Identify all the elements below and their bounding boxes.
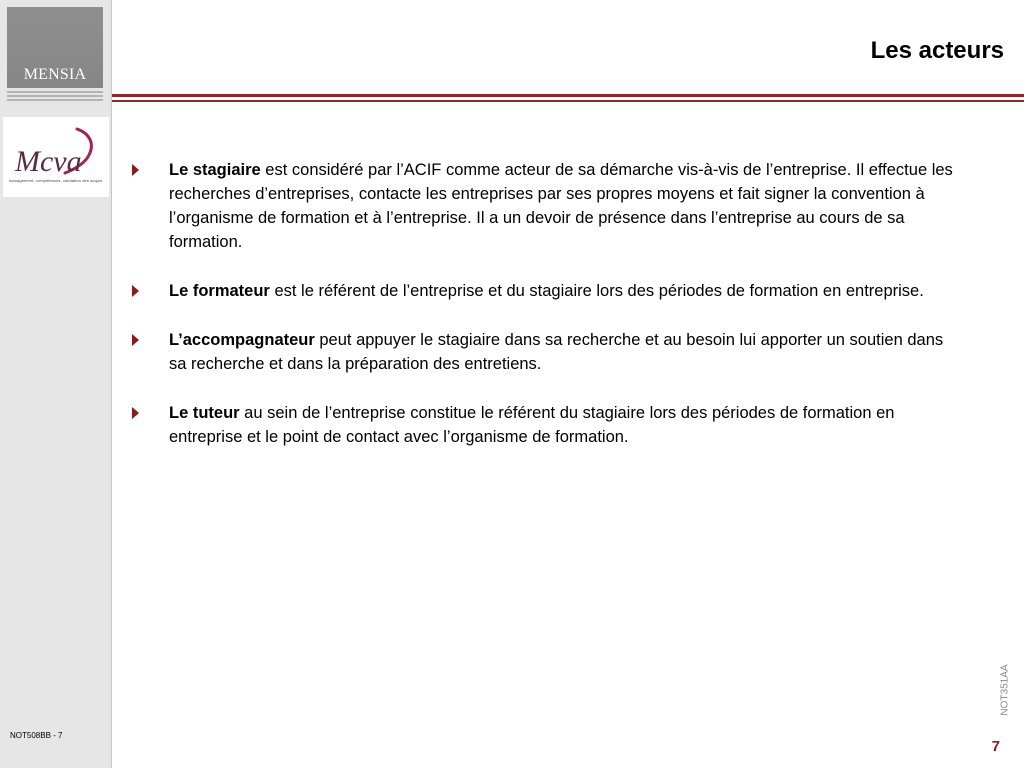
stripe xyxy=(7,91,103,93)
triangle-bullet-icon xyxy=(132,334,139,346)
stripe xyxy=(7,99,103,101)
bullet-text: est considéré par l’ACIF comme acteur de sa démarche vis-à-vis de l’entreprise. Il effectue les recherches d’entreprises, contacte les entreprises par ses propres moyens et fait signer la convention à l’organisme de formation et à l’entreprise. Il a un devoir de présence dans l’entreprise au cours de sa formation. xyxy=(169,161,953,251)
mcva-logo xyxy=(3,117,109,197)
sidebar xyxy=(0,0,111,768)
bullet-term: Le stagiaire xyxy=(169,161,261,179)
bullet-list xyxy=(130,158,960,474)
vertical-reference-code xyxy=(995,660,1015,720)
bullet-text: est le référent de l’entreprise et du stagiaire lors des périodes de formation en entreprise. xyxy=(269,282,924,300)
list-item xyxy=(130,279,960,303)
underline-thin xyxy=(112,100,1024,102)
list-item xyxy=(130,401,960,449)
brand-logo xyxy=(7,7,103,88)
triangle-bullet-icon xyxy=(132,407,139,419)
mcva-logo-mark-icon xyxy=(3,117,109,197)
bullet-term: Le tuteur xyxy=(169,404,240,422)
triangle-bullet-icon xyxy=(132,164,139,176)
underline-thick xyxy=(112,94,1024,97)
sidebar-stripes xyxy=(7,91,103,103)
bullet-term: L’accompagnateur xyxy=(169,331,315,349)
title-underline xyxy=(112,94,1024,104)
list-item xyxy=(130,158,960,254)
triangle-bullet-icon xyxy=(132,285,139,297)
document-code: NOT508BB - 7 xyxy=(10,731,63,740)
bullet-text: au sein de l’entreprise constitue le référent du stagiaire lors des périodes de formation en entreprise et le point de contact avec l’organisme de formation. xyxy=(169,404,895,446)
bullet-term: Le formateur xyxy=(169,282,270,300)
brand-name: MENSIA xyxy=(23,66,87,83)
stripe xyxy=(7,95,103,97)
mcva-logo-caption: management, compétences, validation des acquis xyxy=(9,178,103,183)
sidebar-divider xyxy=(111,0,112,768)
page-title: Les acteurs xyxy=(870,37,1004,64)
mcva-logo-mark: Mcva xyxy=(15,145,82,178)
list-item xyxy=(130,328,960,376)
vertical-code-text: NOT351AA xyxy=(999,664,1011,716)
bullet-text: peut appuyer le stagiaire dans sa recherche et au besoin lui apporter un soutien dans sa recherche et dans la préparation des entretiens. xyxy=(169,331,944,373)
page-number: 7 xyxy=(991,738,1000,755)
